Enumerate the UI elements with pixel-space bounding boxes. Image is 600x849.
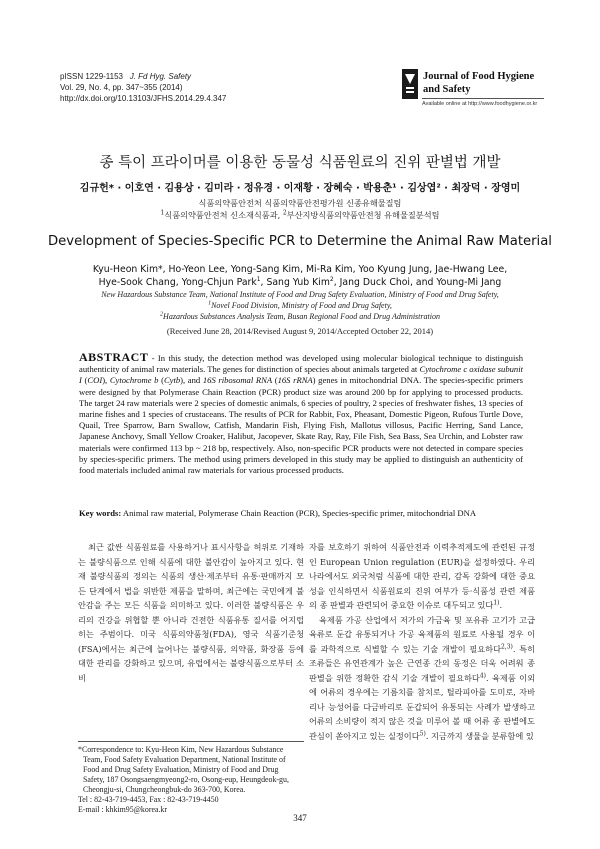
journal-logo-title: Journal of Food Hygiene and Safety — [423, 71, 535, 95]
journal-url[interactable]: Available online at http://www.foodhygiene.or.kr — [422, 101, 538, 107]
korean-authors: 김규헌* · 이호연 · 김용상 · 김미라 · 정유경 · 이재황 · 장혜숙 · 박용춘¹ · 김상엽² · 최장덕 · 장영미 — [79, 183, 521, 194]
footnote-divider — [78, 741, 304, 742]
english-title: Development of Species-Specific PCR to Determine the Animal Raw Material — [48, 234, 552, 249]
abstract-heading: ABSTRACT — [79, 350, 149, 364]
journal-header-info — [60, 71, 226, 104]
korean-title: 종 특이 프라이머를 이용한 동물성 식품원료의 진위 판별법 개발 — [99, 155, 501, 171]
journal-logo — [402, 69, 544, 115]
body-column-right — [309, 540, 535, 743]
english-affiliation-main: New Hazardous Substance Team, National Institute of Food and Drug Safety Evaluation, Ministry of Food and Drug Safety, — [101, 290, 499, 299]
korean-affiliation-secondary: $^1$식품의약품안전처 신소재식품과, $^2$부산지방식품의약품안전청 유해물질분석팀 — [160, 209, 440, 220]
abstract-block: ABSTRACT - In this study, the detection method was developed using molecular biological technique to distinguish authenticity of animal raw materials. The genes for distinction of species about animals targeted at Cytochrome c oxidase subunit I (COI), Cytochrome b (Cytb), and 16S ribosomal RNA (16S rRNA) genes in mitochondrial DNA. The species-specific primers were designed by that Polymerase Chain Reaction (PCR) product size was around 200 bp for applying to processed products. The target 24 raw materials were 2 species of domestic animals, 6 species of poultry, 2 species of freshwater fishes, 13 species of marine fishes and 1 species of crustaceans. The results of PCR for Rabbit, Fox, Pheasant, Domestic Pigeon, Rufous Turtle Dove, Quail, Tree Sparrow, Barn Swallow, Catfish, Mandarin Fish, Flying Fish, Mallotus villosus, Pacific Herring, Sand Lance, Japanese Anchovy, Small Yellow Croaker, Halibut, Jacopever, Skate Ray, Ray, File Fish, Sea Bass, Sea Urchin, and Lobster raw materials were confirmed 113 bp ~ 218 bp, respectively. Also, non-specific PCR products were not detected in compare species by species-specific primers. The method using primers developed in this study may be applied to distinguish an authenticity of food materials included animal raw materials for various processed products. — [79, 350, 523, 476]
volume-line: Vol. 29, No. 4, pp. 347~355 (2014) — [60, 83, 183, 92]
body-column-left — [78, 540, 304, 685]
journal-abbrev: J. Fd Hyg. Safety — [129, 72, 192, 81]
body-paragraph: 최근 값싼 식품원료를 사용하거나 표시사항을 허위로 기재하는 불량식품으로 인해 식품에 대한 불안감이 높아지고 있다. 현재 불량식품의 정의는 식품의 생산·제조부터 유통·판매까지 모든 단계에서 법을 위반한 제품을 말하며, 최근에는 국민에게 불안감을 주는 모든 식품을 의미하고 있다. 이러한 불량식품은 우리의 건강을 위협할 뿐 아니라 건전한 식품유통 질서를 어지럽히는 주범이다. 미국 식품의약품청(FDA), 영국 식품기준청(FSA)에서는 최근에 늘어나는 불량식품, 의약품, 화장품 등에 대한 관리를 강화하고 있으며, 유럽에서는 불량식품으로부터 소비 — [78, 542, 304, 683]
english-affiliation-2: $^2$Hazardous Substances Analysis Team, Busan Regional Food and Drug Administration — [160, 311, 440, 321]
body-paragraph: 육제품 가공 산업에서 저가의 가금육 및 포유류 고기가 고급 육류로 둔갑 유통되거나 가공 육제품의 원료로 사용될 경우 이를 과학적으로 식별할 수 있는 기술 개발이 필요하다$^{2,3)}$. 특히 조류들은 유연관계가 높은 근연종 간의 동정은 더욱 어려워 종 판별을 위한 정확한 감식 기술 개발이 필요하다$^{4)}$. 육제품 이외에 어류의 경우에는 기름치를 참치로, 틸라피아를 도미로, 자바리나 능성어를 다금바리로 둔갑되어 유통되는 사례가 발생하고 어류의 소비량이 적지 않은 것을 미루어 볼 때 어류 종 판별에도 관심이 쏟아지고 있는 실정이다$^{5)}$. 지금까지 생물을 분류함에 있 — [309, 614, 535, 741]
keywords: Key words: Animal raw material, Polymerase Chain Reaction (PCR), Species-specific primer, mitochondrial DNA — [79, 508, 477, 518]
journal-emblem-icon — [402, 69, 418, 99]
doi-link[interactable]: http://dx.doi.org/10.13103/JFHS.2014.29.4.347 — [60, 94, 227, 103]
korean-affiliation-main: 식품의약품안전처 식품의약품안전평가원 신종유해물질팀 — [198, 198, 402, 208]
correspondence-footnote: *Correspondence to: Kyu-Heon Kim, New Hazardous Substance Team, Food Safety Evaluation Department, National Institute of Food and Drug Safety Evaluation, Ministry of Food and Drug Safety, 187 Osongsaengmyeong2-ro, Osong-eup, Heungdeok-gu, Cheongju-si, Chungcheongbuk-do 363-700, Korea. Tel : 82-43-719-4453, Fax : 82-43-719-4450 E-mail : khkim95@korea.kr — [78, 745, 308, 815]
english-affiliation-1: $^1$Novel Food Division, Ministry of Food and Drug Safety, — [208, 300, 392, 310]
logo-divider — [422, 98, 544, 99]
english-authors: Kyu-Heon Kim*, Ho-Yeon Lee, Yong-Sang Kim, Mi-Ra Kim, Yoo Kyung Jung, Jae-Hwang Lee, Hye-Sook Chang, Yong-Chjun Park$^1$, Sang Yub Kim$^2$, Jang Duck Choi, and Young-Mi Jang — [92, 264, 508, 288]
page-number: 347 — [293, 813, 307, 823]
issn-line: pISSN 1229-1153 J. Fd Hyg. Safety — [60, 72, 192, 81]
received-dates: (Received June 28, 2014/Revised August 9, 2014/Accepted October 22, 2014) — [166, 326, 434, 336]
body-paragraph: 자를 보호하기 위하여 식품안전과 이력추적제도에 관련된 규정인 European Union regulation (EUR)을 설정하였다. 우리나라에서도 외국처럼 식품에 대한 관리, 감독 강화에 대한 중요성을 인식하면서 식품원료의 진위 여부가 등·식품성 관련 제품의 종 판별과 관련되어 중요한 이슈로 대두되고 있다$^{1)}$. — [309, 542, 535, 610]
correspondence-email[interactable]: E-mail : khkim95@korea.kr — [78, 805, 168, 814]
keywords-label: Key words: — [79, 508, 122, 518]
